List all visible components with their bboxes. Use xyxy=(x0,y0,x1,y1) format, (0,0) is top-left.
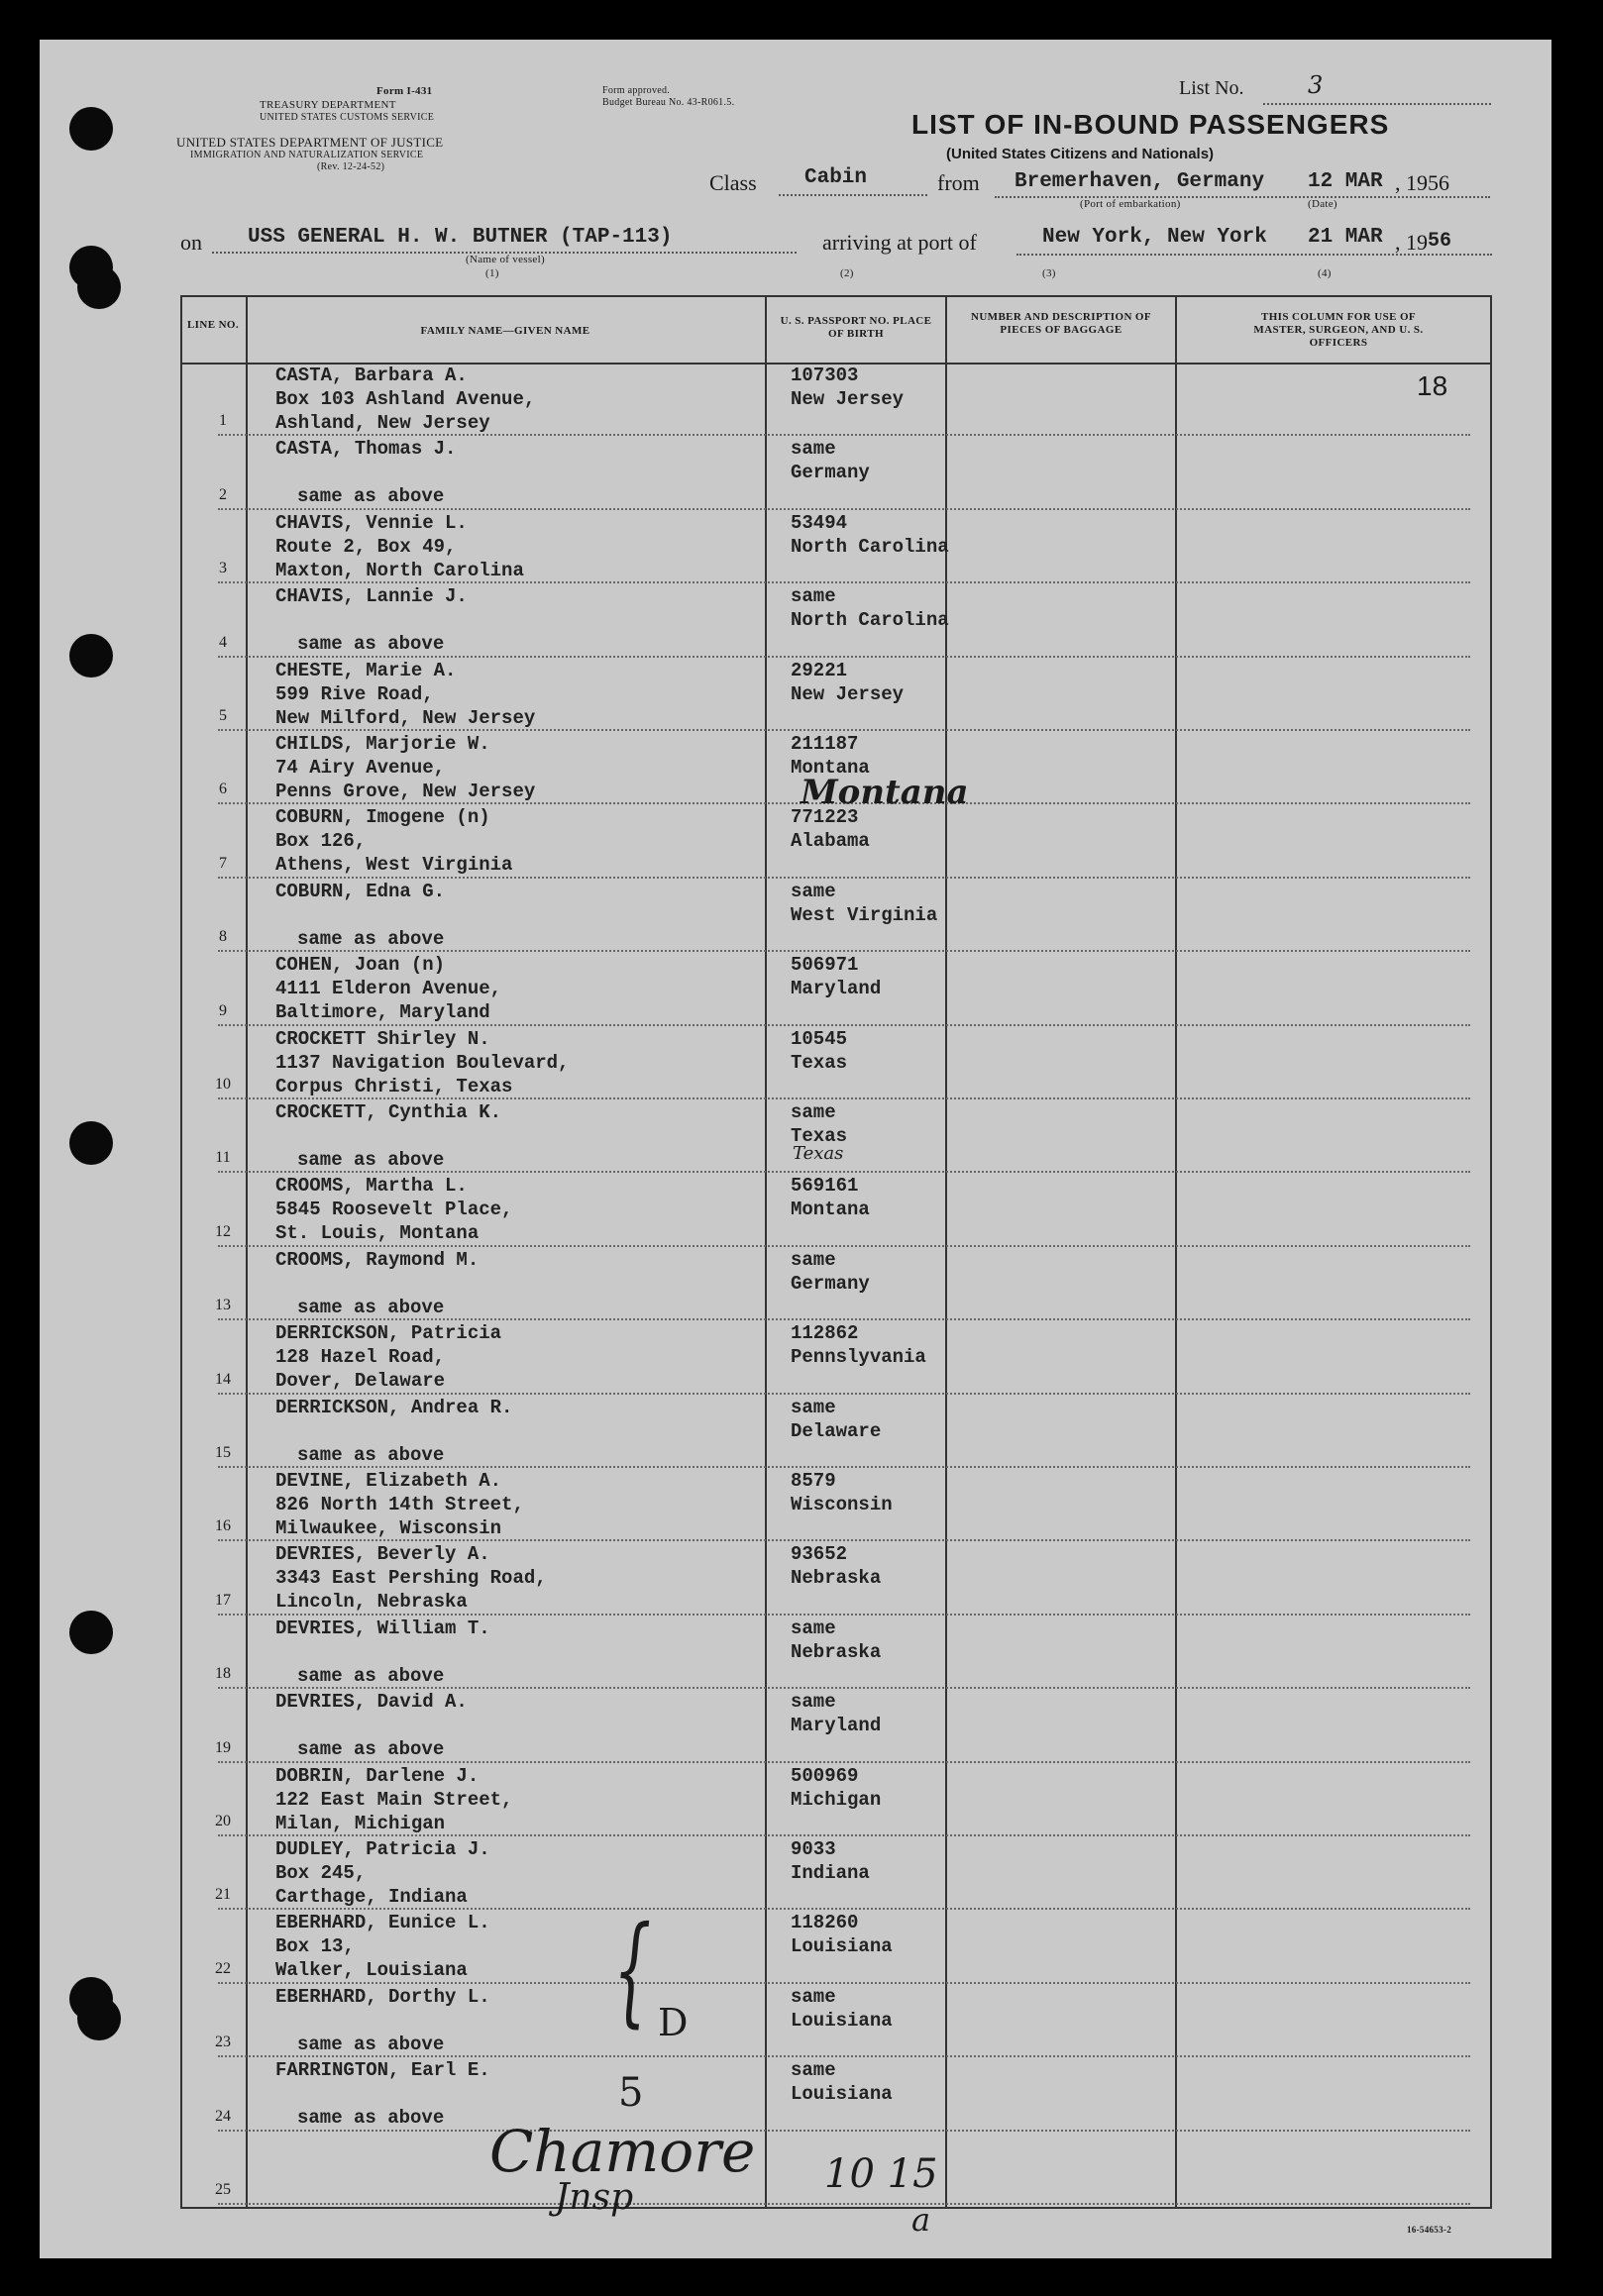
address-line: Box 13, xyxy=(275,1935,355,1958)
line-number: 15 xyxy=(215,1444,231,1461)
place-of-birth: Michigan xyxy=(791,1788,882,1811)
line-number: 8 xyxy=(219,928,227,946)
line-number: 14 xyxy=(215,1370,231,1388)
row-divider xyxy=(218,1245,1470,1247)
col-rule xyxy=(180,295,182,2209)
row-divider xyxy=(218,1834,1470,1836)
row-divider xyxy=(218,1614,1470,1616)
address-city: same as above xyxy=(297,1443,445,1466)
line-number: 12 xyxy=(215,1222,231,1240)
address-city: same as above xyxy=(297,485,445,508)
address-city: same as above xyxy=(297,2107,445,2130)
row-divider xyxy=(218,1024,1470,1026)
address-city: Carthage, Indiana xyxy=(275,1886,468,1908)
place-of-birth: Germany xyxy=(791,462,870,484)
line-number: 9 xyxy=(219,1001,227,1019)
binder-hole xyxy=(69,1121,113,1165)
passport-number: same xyxy=(791,1985,836,2008)
place-of-birth: Maryland xyxy=(791,1715,882,1737)
passenger-name: COHEN, Joan (n) xyxy=(275,954,446,977)
passenger-name: CHESTE, Marie A. xyxy=(275,659,457,681)
address-line: 599 Rive Road, xyxy=(275,682,434,705)
row-divider xyxy=(218,2203,1470,2205)
binder-hole xyxy=(77,1997,121,2040)
passport-number: same xyxy=(791,1617,836,1639)
passport-number: same xyxy=(791,1691,836,1714)
dotline xyxy=(995,196,1490,198)
row-divider xyxy=(218,1171,1470,1173)
caption-3: (3) xyxy=(1042,267,1056,279)
inspector-initials: Jnsp xyxy=(555,2177,634,2218)
passport-number: same xyxy=(791,880,836,902)
place-of-birth: Nebraska xyxy=(791,1640,882,1663)
row-divider xyxy=(218,1908,1470,1910)
row-divider xyxy=(218,1687,1470,1689)
row-divider xyxy=(218,1097,1470,1099)
on-label: on xyxy=(180,230,202,255)
place-of-birth: Louisiana xyxy=(791,2083,893,2106)
ins-service: IMMIGRATION AND NATURALIZATION SERVICE xyxy=(190,150,424,160)
passport-number: 53494 xyxy=(791,511,848,534)
place-of-birth: Delaware xyxy=(791,1419,882,1442)
col-rule xyxy=(1490,295,1492,2209)
place-of-birth: North Carolina xyxy=(791,535,949,558)
address-city: same as above xyxy=(297,633,445,656)
address-line: 5845 Roosevelt Place, xyxy=(275,1199,513,1221)
line-number: 3 xyxy=(219,560,227,577)
line-number: 5 xyxy=(219,707,227,724)
passenger-name: FARRINGTON, Earl E. xyxy=(275,2059,490,2082)
handwritten-count: 10 15 xyxy=(824,2151,938,2197)
col-header-line-no: LINE NO. xyxy=(186,319,240,331)
passport-number: 569161 xyxy=(791,1175,859,1198)
address-line: 3343 East Pershing Road, xyxy=(275,1567,547,1590)
from-date: 12 MAR xyxy=(1308,170,1383,193)
form-id: Form I-431 xyxy=(376,85,433,97)
address-line: Route 2, Box 49, xyxy=(275,535,457,558)
handwritten-texas: Texas xyxy=(793,1143,844,1164)
line-number: 13 xyxy=(215,1297,231,1314)
passenger-name: DERRICKSON, Patricia xyxy=(275,1322,502,1345)
treasury-dept: TREASURY DEPARTMENT xyxy=(260,99,396,111)
line-number: 18 xyxy=(215,1665,231,1683)
vessel-name: USS GENERAL H. W. BUTNER (TAP-113) xyxy=(248,226,673,249)
passport-number: same xyxy=(791,1396,836,1418)
passenger-name: CROOMS, Martha L. xyxy=(275,1175,468,1198)
passenger-name: DEVRIES, David A. xyxy=(275,1691,468,1714)
place-of-birth: New Jersey xyxy=(791,388,905,410)
row-divider xyxy=(218,1393,1470,1395)
caption-2: (2) xyxy=(840,267,854,279)
line-number: 17 xyxy=(215,1591,231,1609)
passenger-name: CHILDS, Marjorie W. xyxy=(275,733,490,755)
document-subtitle: (United States Citizens and Nationals) xyxy=(946,146,1215,162)
address-city: St. Louis, Montana xyxy=(275,1222,480,1245)
address-city: same as above xyxy=(297,1664,445,1687)
binder-hole xyxy=(69,1611,113,1654)
passenger-name: DOBRIN, Darlene J. xyxy=(275,1764,480,1787)
line-number: 16 xyxy=(215,1517,231,1535)
class-label: Class xyxy=(709,170,757,195)
place-of-birth: Alabama xyxy=(791,830,870,853)
passenger-name: DEVRIES, Beverly A. xyxy=(275,1543,490,1566)
passport-number: same xyxy=(791,1101,836,1123)
passenger-name: COBURN, Imogene (n) xyxy=(275,806,490,829)
place-of-birth: New Jersey xyxy=(791,682,905,705)
passenger-name: CROOMS, Raymond M. xyxy=(275,1248,480,1271)
line-number: 7 xyxy=(219,854,227,872)
table-top-rule xyxy=(180,295,1490,297)
port-caption: (Port of embarkation) xyxy=(1080,198,1181,210)
arriving-label: arriving at port of xyxy=(822,230,977,255)
from-label: from xyxy=(937,170,980,195)
row-divider xyxy=(218,508,1470,510)
passenger-name: EBERHARD, Dorthy L. xyxy=(275,1985,490,2008)
address-city: Walker, Louisiana xyxy=(275,1959,468,1982)
row-divider xyxy=(218,434,1470,436)
rev-date: (Rev. 12-24-52) xyxy=(317,161,385,172)
place-of-birth: Texas xyxy=(791,1125,848,1147)
place-of-birth: Louisiana xyxy=(791,1935,893,1958)
list-no-label: List No. xyxy=(1179,77,1244,99)
place-of-birth: Pennslyvania xyxy=(791,1346,926,1369)
passenger-name: DEVINE, Elizabeth A. xyxy=(275,1470,502,1492)
address-line: 128 Hazel Road, xyxy=(275,1346,446,1369)
passenger-name: CROCKETT, Cynthia K. xyxy=(275,1101,502,1123)
passport-number: 118260 xyxy=(791,1912,859,1934)
line-number: 4 xyxy=(219,633,227,651)
passport-number: same xyxy=(791,1248,836,1271)
handwritten-birthplace-correction: Montana xyxy=(801,773,969,812)
passport-number: 8579 xyxy=(791,1470,836,1492)
passport-number: 771223 xyxy=(791,806,859,829)
line-number: 23 xyxy=(215,2034,231,2051)
address-city: Milwaukee, Wisconsin xyxy=(275,1517,502,1539)
passport-number: 10545 xyxy=(791,1027,848,1050)
passport-number: 93652 xyxy=(791,1543,848,1566)
row-divider xyxy=(218,1539,1470,1541)
place-of-birth: West Virginia xyxy=(791,903,938,926)
address-city: same as above xyxy=(297,1149,445,1171)
passenger-name: CHAVIS, Lannie J. xyxy=(275,585,468,608)
binder-hole xyxy=(69,107,113,151)
passenger-name: CASTA, Thomas J. xyxy=(275,438,457,461)
arrival-year: , 1956 xyxy=(1395,230,1452,255)
address-line: Box 103 Ashland Avenue, xyxy=(275,388,536,410)
passenger-name: DERRICKSON, Andrea R. xyxy=(275,1396,513,1418)
place-of-birth: Montana xyxy=(791,1199,870,1221)
document-title: LIST OF IN-BOUND PASSENGERS xyxy=(911,109,1390,140)
address-line: 4111 Elderon Avenue, xyxy=(275,978,502,1000)
address-line: 1137 Navigation Boulevard, xyxy=(275,1051,570,1074)
passport-number: 9033 xyxy=(791,1838,836,1860)
col-header-baggage: NUMBER AND DESCRIPTION OF PIECES OF BAGGAGE xyxy=(970,311,1152,336)
handwritten-d: D xyxy=(658,2001,689,2044)
caption-4: (4) xyxy=(1318,267,1332,279)
address-city: Athens, West Virginia xyxy=(275,854,513,877)
line-number: 19 xyxy=(215,1738,231,1756)
address-city: New Milford, New Jersey xyxy=(275,706,536,729)
line-number: 10 xyxy=(215,1076,231,1093)
line-number: 24 xyxy=(215,2107,231,2125)
passport-number: same xyxy=(791,438,836,461)
passport-number: 211187 xyxy=(791,733,859,755)
passport-number: 500969 xyxy=(791,1764,859,1787)
footer-code: 16-54653-2 xyxy=(1407,2225,1451,2235)
passport-number: same xyxy=(791,585,836,608)
handwritten-count-sub: a xyxy=(911,2201,931,2239)
place-of-birth: Wisconsin xyxy=(791,1494,893,1515)
row-divider xyxy=(218,877,1470,879)
col-header-passport: U. S. PASSPORT NO. PLACE OF BIRTH xyxy=(780,315,932,340)
row-divider xyxy=(218,2055,1470,2057)
passport-number: same xyxy=(791,2059,836,2082)
address-city: same as above xyxy=(297,1738,445,1761)
passport-number: 107303 xyxy=(791,365,859,386)
list-no-value: 3 xyxy=(1308,71,1324,99)
row-divider xyxy=(218,1318,1470,1320)
place-of-birth: Germany xyxy=(791,1272,870,1295)
passenger-name: CHAVIS, Vennie L. xyxy=(275,511,468,534)
dotline xyxy=(1263,103,1491,105)
dotline xyxy=(779,194,927,196)
address-city: Maxton, North Carolina xyxy=(275,559,524,581)
binder-hole xyxy=(69,634,113,678)
binder-hole xyxy=(77,265,121,309)
date-caption: (Date) xyxy=(1308,198,1337,210)
from-year: , 1956 xyxy=(1395,170,1449,195)
place-of-birth: Texas xyxy=(791,1051,848,1074)
address-city: Penns Grove, New Jersey xyxy=(275,781,536,802)
inspector-signature: Chamore xyxy=(489,2118,756,2185)
address-line: 826 North 14th Street, xyxy=(275,1494,524,1515)
row-divider xyxy=(218,1982,1470,1984)
vessel-caption: (Name of vessel) xyxy=(466,254,545,265)
page-mark: 18 xyxy=(1417,370,1448,401)
place-of-birth: Maryland xyxy=(791,978,882,1000)
col-header-officers: THIS COLUMN FOR USE OF MASTER, SURGEON, AND U. S. OFFICERS xyxy=(1253,311,1424,349)
place-of-birth: Nebraska xyxy=(791,1567,882,1590)
class-value: Cabin xyxy=(804,166,868,189)
table-bottom-rule xyxy=(180,2207,1490,2209)
dotline xyxy=(1016,254,1492,256)
row-divider xyxy=(218,1466,1470,1468)
line-number: 21 xyxy=(215,1886,231,1904)
address-city: Dover, Delaware xyxy=(275,1370,446,1393)
passport-number: 29221 xyxy=(791,659,848,681)
line-number: 25 xyxy=(215,2181,231,2198)
passenger-name: EBERHARD, Eunice L. xyxy=(275,1912,490,1934)
arrival-port: New York, New York xyxy=(1042,226,1267,249)
col-header-name: FAMILY NAME—GIVEN NAME xyxy=(420,325,590,337)
address-city: Corpus Christi, Texas xyxy=(275,1075,513,1097)
handwritten-five: 5 xyxy=(618,2070,644,2116)
line-number: 6 xyxy=(219,781,227,798)
line-number: 22 xyxy=(215,1959,231,1977)
row-divider xyxy=(218,729,1470,731)
passport-number: 112862 xyxy=(791,1322,859,1345)
from-port: Bremerhaven, Germany xyxy=(1015,170,1265,193)
address-city: same as above xyxy=(297,2033,445,2055)
address-line: 122 East Main Street, xyxy=(275,1788,513,1811)
line-number: 20 xyxy=(215,1813,231,1829)
address-city: same as above xyxy=(297,927,445,950)
address-line: Box 245, xyxy=(275,1862,367,1884)
address-city: Baltimore, Maryland xyxy=(275,1001,490,1024)
passport-number: 506971 xyxy=(791,954,859,977)
place-of-birth: Montana xyxy=(791,757,870,779)
passenger-name: CASTA, Barbara A. xyxy=(275,365,468,386)
address-line: Box 126, xyxy=(275,830,367,853)
place-of-birth: North Carolina xyxy=(791,609,949,632)
form-approved: Form approved. xyxy=(602,85,671,96)
caption-1: (1) xyxy=(485,267,499,279)
row-divider xyxy=(218,2130,1470,2132)
budget-bureau: Budget Bureau No. 43-R061.5. xyxy=(602,97,735,108)
customs-service: UNITED STATES CUSTOMS SERVICE xyxy=(260,112,435,123)
address-city: Lincoln, Nebraska xyxy=(275,1591,468,1614)
row-divider xyxy=(218,1761,1470,1763)
passenger-name: CROCKETT Shirley N. xyxy=(275,1027,490,1050)
address-city: Milan, Michigan xyxy=(275,1812,446,1834)
row-divider xyxy=(218,656,1470,658)
address-line: 74 Airy Avenue, xyxy=(275,757,446,779)
address-city: same as above xyxy=(297,1296,445,1318)
place-of-birth: Indiana xyxy=(791,1862,870,1884)
line-number: 11 xyxy=(215,1149,231,1167)
passenger-name: COBURN, Edna G. xyxy=(275,880,446,902)
arrival-date: 21 MAR xyxy=(1308,226,1383,249)
line-number: 2 xyxy=(219,485,227,503)
place-of-birth: Louisiana xyxy=(791,2009,893,2032)
justice-dept: UNITED STATES DEPARTMENT OF JUSTICE xyxy=(176,135,444,150)
address-city: Ashland, New Jersey xyxy=(275,412,490,434)
passenger-name: DEVRIES, William T. xyxy=(275,1617,490,1639)
row-divider xyxy=(218,950,1470,952)
row-divider xyxy=(218,581,1470,583)
passenger-name: DUDLEY, Patricia J. xyxy=(275,1838,490,1860)
brace-mark: { xyxy=(613,1902,652,2039)
line-number: 1 xyxy=(219,412,227,430)
